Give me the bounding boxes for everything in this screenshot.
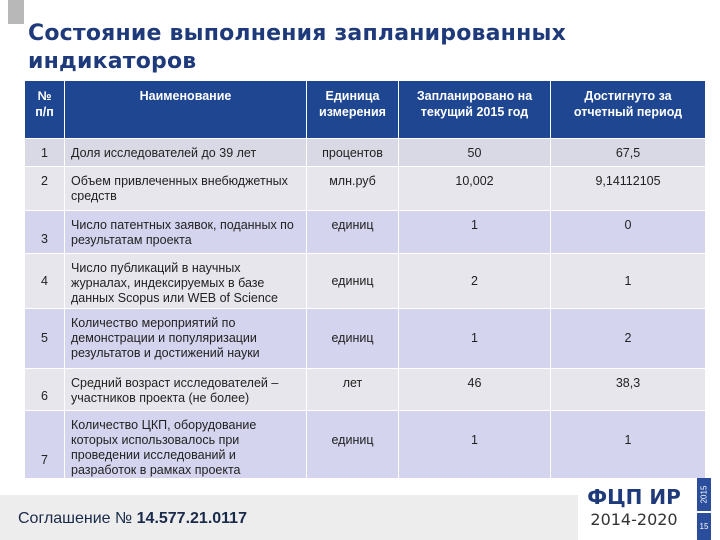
row-achieved: 2	[551, 309, 706, 369]
row-unit: единиц	[307, 411, 399, 479]
table-row	[25, 167, 706, 211]
table-row	[25, 411, 706, 479]
row-planned: 1	[399, 411, 551, 479]
row-unit: процентов	[307, 139, 399, 167]
row-planned: 1	[399, 211, 551, 254]
row-planned: 1	[399, 309, 551, 369]
row-achieved: 38,3	[551, 369, 706, 411]
title-line-2: индикаторов	[28, 49, 197, 74]
program-years: 2014-2020	[590, 510, 678, 529]
row-num: 5	[25, 309, 65, 369]
program-logo: ФЦП ИР	[587, 485, 681, 509]
row-planned: 2	[399, 254, 551, 309]
row-achieved: 0	[551, 211, 706, 254]
row-unit: лет	[307, 369, 399, 411]
header-achieved: Достигнуто за отчетный период	[551, 81, 706, 139]
row-achieved: 1	[551, 254, 706, 309]
row-unit: единиц	[307, 211, 399, 254]
row-achieved: 67,5	[551, 139, 706, 167]
row-num: 6	[25, 369, 65, 411]
page-number: 15	[697, 513, 711, 540]
row-achieved: 9,14112105	[551, 167, 706, 211]
header-num: № п/п	[25, 81, 65, 139]
table-row	[25, 211, 706, 254]
row-name: Объем привлеченных внебюджетных средств	[65, 167, 307, 211]
row-unit: единиц	[307, 254, 399, 309]
agreement-number: 14.577.21.0117	[136, 510, 247, 527]
table-header-row	[25, 81, 706, 139]
header-unit: Единица измерения	[307, 81, 399, 139]
row-name: Средний возраст исследователей – участников проекта (не более)	[65, 369, 307, 411]
row-name: Доля исследователей до 39 лет	[65, 139, 307, 167]
year-tab-label: 2015	[699, 485, 709, 504]
row-unit: единиц	[307, 309, 399, 369]
table-row	[25, 309, 706, 369]
header-name: Наименование	[65, 81, 307, 139]
row-name: Количество ЦКП, оборудование которых использовалось при проведении исследований и разработок в рамках проекта	[65, 411, 307, 479]
row-num: 7	[25, 411, 65, 479]
title-line-1: Состояние выполнения запланированных	[28, 21, 566, 46]
agreement-text	[18, 510, 247, 528]
row-num: 3	[25, 211, 65, 254]
row-planned: 10,002	[399, 167, 551, 211]
row-num: 4	[25, 254, 65, 309]
agreement-label: Соглашение №	[18, 510, 137, 527]
indicators-table	[24, 80, 706, 479]
row-achieved: 1	[551, 411, 706, 479]
row-num: 2	[25, 167, 65, 211]
table-row	[25, 369, 706, 411]
row-unit: млн.руб	[307, 167, 399, 211]
row-name: Число патентных заявок, поданных по результатам проекта	[65, 211, 307, 254]
row-name: Число публикаций в научных журналах, индексируемых в базе данных Scopus или WEB of Science	[65, 254, 307, 309]
table-row	[25, 139, 706, 167]
row-planned: 46	[399, 369, 551, 411]
row-planned: 50	[399, 139, 551, 167]
row-num: 1	[25, 139, 65, 167]
page-title	[28, 20, 566, 76]
corner-decoration	[8, 0, 24, 24]
year-tab	[697, 478, 711, 511]
row-name: Количество мероприятий по демонстрации и популяризации результатов и достижений науки	[65, 309, 307, 369]
header-planned: Запланировано на текущий 2015 год	[399, 81, 551, 139]
table-row	[25, 254, 706, 309]
